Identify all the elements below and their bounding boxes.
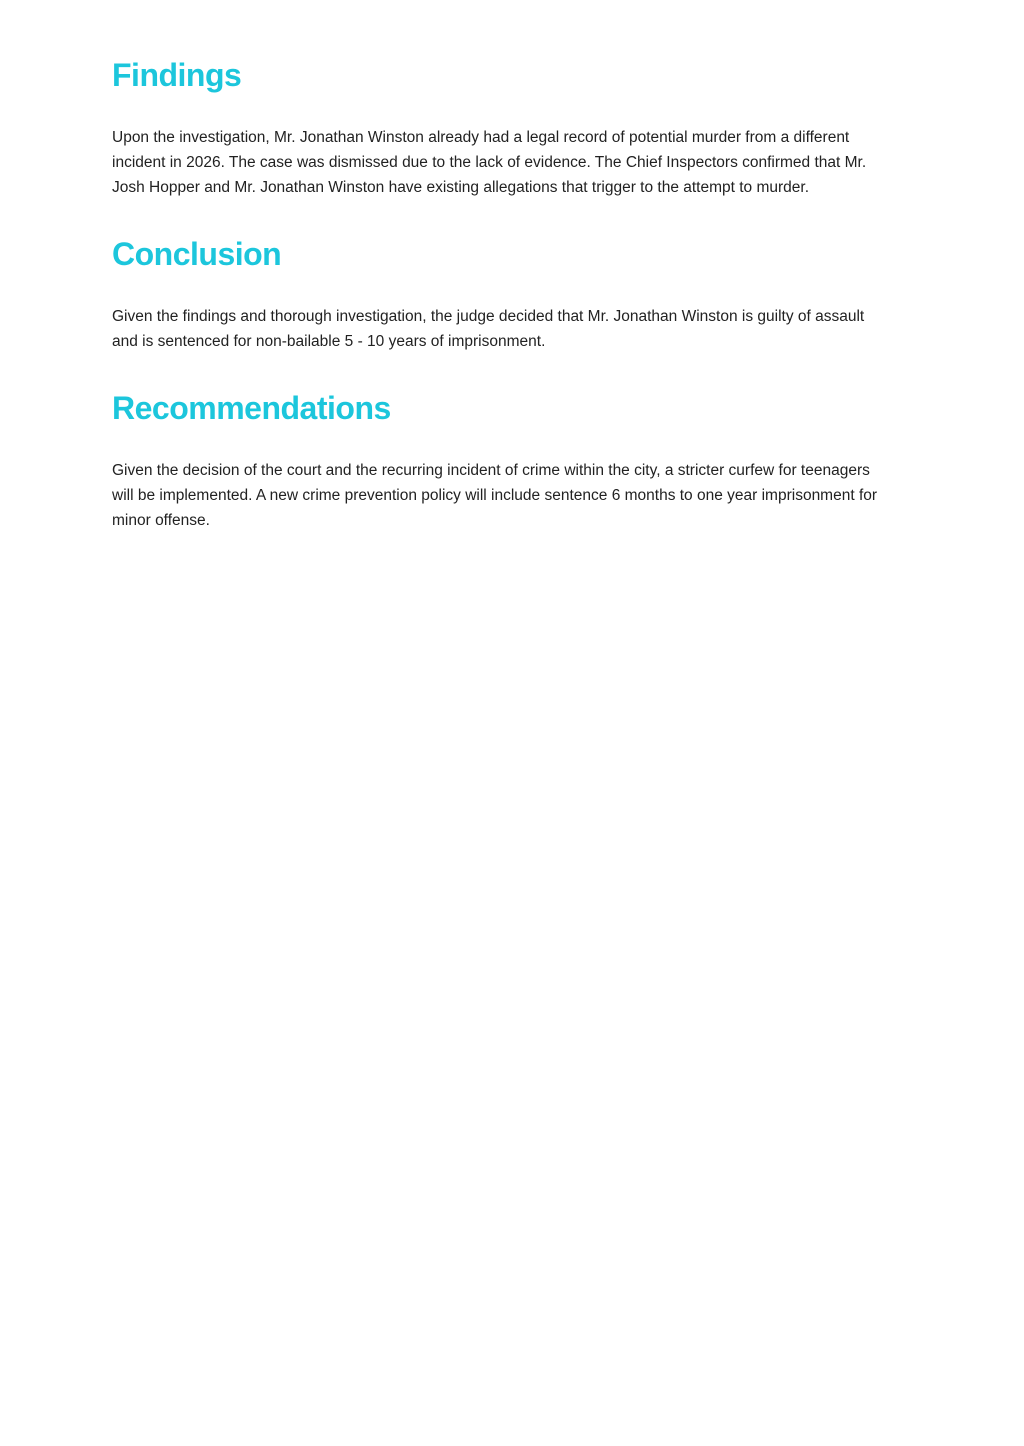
section-heading: Conclusion	[112, 236, 282, 272]
paragraph-line: incident in 2026. The case was dismissed due to the lack of evidence. The Chief Inspectors confirmed that Mr.	[112, 154, 867, 171]
section-paragraph	[112, 304, 912, 354]
paragraph-line: minor offense.	[112, 512, 210, 529]
section-paragraph	[112, 125, 912, 200]
section-heading: Findings	[112, 57, 242, 93]
section-heading: Recommendations	[112, 390, 391, 426]
recommendations-section	[112, 388, 912, 533]
findings-section	[112, 55, 912, 200]
document-body	[112, 55, 912, 567]
paragraph-line: Given the decision of the court and the recurring incident of crime within the city, a stricter curfew for teenagers	[112, 462, 870, 479]
paragraph-line: and is sentenced for non-bailable 5 - 10 years of imprisonment.	[112, 333, 546, 350]
paragraph-line: Upon the investigation, Mr. Jonathan Winston already had a legal record of potential murder from a different	[112, 129, 850, 146]
conclusion-section	[112, 234, 912, 354]
paragraph-line: Given the findings and thorough investigation, the judge decided that Mr. Jonathan Winston is guilty of assault	[112, 308, 865, 325]
paragraph-line: Josh Hopper and Mr. Jonathan Winston have existing allegations that trigger to the attempt to murder.	[112, 179, 810, 196]
section-paragraph	[112, 458, 912, 533]
paragraph-line: will be implemented. A new crime prevention policy will include sentence 6 months to one year imprisonment for	[112, 487, 878, 504]
